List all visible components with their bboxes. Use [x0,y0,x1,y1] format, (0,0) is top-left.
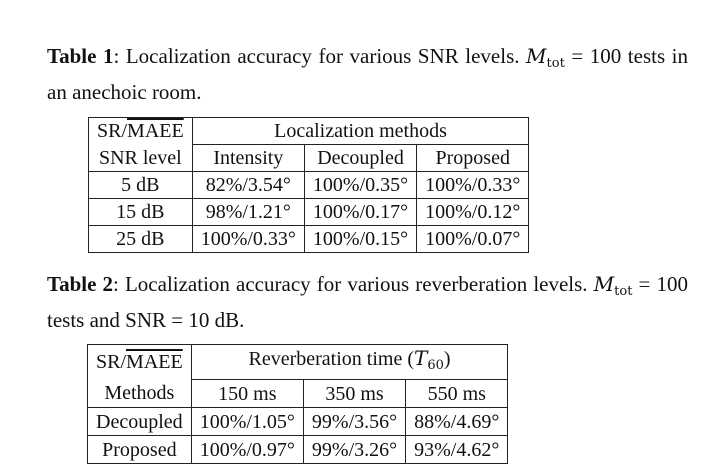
table-cell: 100%/0.33° [417,172,529,199]
table1-caption [47,42,688,107]
math-t-symbol: T [414,346,428,370]
table-row [88,408,508,436]
table-cell: 88%/4.69° [406,408,508,436]
table2-caption-label: Table 2 [47,272,114,296]
table1-corner-bottom: SNR level [89,145,193,172]
table-cell: 93%/4.62° [406,436,508,464]
table1-caption-text-a: : Localization accuracy for various SNR levels. [113,44,527,68]
table2-caption-text-a: : Localization accuracy for various reverberation levels. [113,272,594,296]
table1 [88,117,529,253]
table1-caption-math [526,44,565,71]
table1-col-header: Intensity [192,145,304,172]
table1-col-header: Decoupled [304,145,416,172]
table2-caption [47,270,688,335]
table-cell: 99%/3.56° [303,408,405,436]
table-cell: 100%/0.12° [417,199,529,226]
table-cell: 100%/0.35° [304,172,416,199]
corner-top-a: SR/ [96,351,127,374]
table2-corner-bottom: Methods [88,380,192,408]
table1-col-header: Proposed [417,145,529,172]
table2-group-header [191,345,508,380]
t60-math [414,346,444,373]
corner-top-b: MAEE [127,120,184,143]
group-header-a: Reverberation time ( [248,348,414,370]
row-label: 15 dB [89,199,193,226]
table1-caption-text-b: = 100 tests in an anechoic room. [47,44,688,104]
corner-top-a: SR/ [97,120,128,143]
math-subscript: tot [546,56,565,71]
math-subscript: tot [614,284,633,299]
table2-col-header: 350 ms [303,380,405,408]
table2-col-header: 150 ms [191,380,303,408]
table-row [89,199,529,226]
table2 [87,344,508,464]
row-label: 25 dB [89,226,193,253]
table-row [89,226,529,253]
row-label: Proposed [88,436,192,464]
table2-corner-top [88,345,192,380]
table-cell: 99%/3.26° [303,436,405,464]
table-cell: 98%/1.21° [192,199,304,226]
table-row [88,436,508,464]
table-cell: 100%/0.15° [304,226,416,253]
table1-caption-label: Table 1 [47,44,114,68]
table2-col-header: 550 ms [406,380,508,408]
table-cell: 100%/0.97° [191,436,303,464]
math-subscript: 60 [427,358,444,373]
table2-caption-text-b: = 100 tests and SNR = 10 dB. [47,272,689,332]
table-cell: 82%/3.54° [192,172,304,199]
row-label: Decoupled [88,408,192,436]
math-m-symbol: M [526,44,547,68]
math-m-symbol: M [593,272,615,296]
table-cell: 100%/1.05° [191,408,303,436]
table2-caption-math [593,272,633,299]
table-cell: 100%/0.17° [304,199,416,226]
table-cell: 100%/0.07° [417,226,529,253]
group-header-b: ) [443,348,451,370]
row-label: 5 dB [89,172,193,199]
table1-group-header: Localization methods [192,118,529,145]
table-cell: 100%/0.33° [192,226,304,253]
table-row [89,172,529,199]
table1-corner-top [89,118,193,145]
corner-top-b: MAEE [126,351,183,374]
